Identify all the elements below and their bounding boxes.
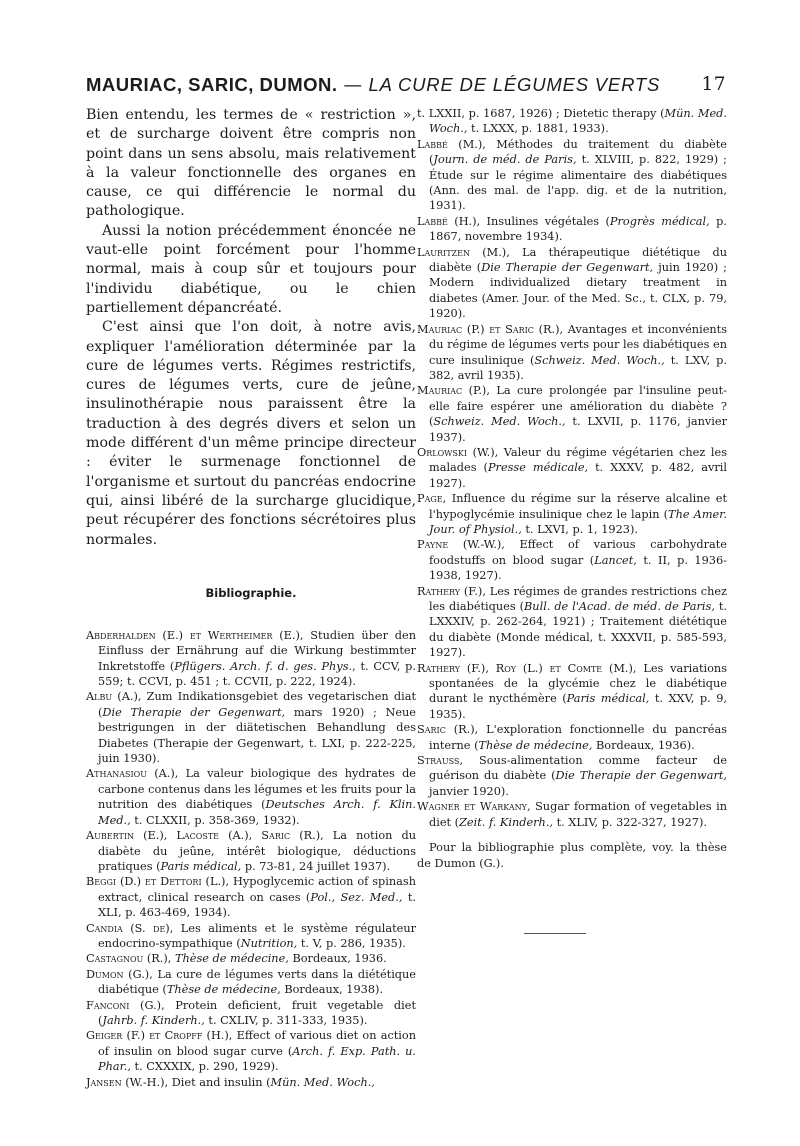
- entry-tail: t. CXLIV, p. 311-333, 1935).: [204, 1013, 368, 1027]
- bibliography-entry: [417, 661, 727, 723]
- bibliography-entry: [417, 537, 727, 583]
- header-authors: MAURIAC, SARIC, DUMON.: [86, 74, 338, 95]
- entry-author: Labbé (M.),: [417, 137, 486, 151]
- running-header: [86, 74, 726, 104]
- entry-author: Mauriac (P.),: [417, 384, 490, 398]
- entry-author: Aubertin (E.), Lacoste (A.), Saric (R.),: [86, 829, 324, 843]
- entry-author: Castagnou (R.),: [86, 952, 172, 966]
- entry-text: Valeur du régime végétarien chez les malades (: [429, 445, 727, 475]
- entry-italic: Thèse de médecine,: [478, 738, 593, 752]
- entry-text: Les variations spontanées de la glycémie chez le diabétique durant le nycthémère (: [429, 661, 727, 706]
- bibliography-entry: [86, 951, 416, 966]
- entry-author: Beggi (D.) et Dettori (L.),: [86, 875, 230, 889]
- bibliography-entry: [86, 874, 416, 920]
- entry-italic: Thèse de médecine,: [166, 983, 281, 997]
- entry-tail: t. II, p. 1936-1938, 1927).: [429, 553, 728, 583]
- bibliography-entry: [417, 383, 727, 445]
- entry-text: La cure de légumes verts dans la diététique diabétique (: [98, 967, 416, 997]
- entry-tail: mars 1920) ; Neue bestrigungen in der diätetischen Behandlung des Diabetes (Therapie der Gegenwart, t. LXI, p. 222-225, juin 1930).: [98, 705, 416, 766]
- bibliography-entry: [417, 106, 727, 137]
- entry-italic: Pol., Sez. Med.,: [310, 890, 403, 904]
- entry-tail: Bordeaux, 1938).: [280, 983, 384, 997]
- bibliography-entry: [86, 921, 416, 952]
- entry-italic: Schweiz. Med. Woch.,: [534, 353, 665, 367]
- entry-author: Geiger (F.) et Cropff (H.),: [86, 1029, 233, 1043]
- entry-text: Diet and insulin (: [168, 1075, 271, 1089]
- entry-text: L'exploration fonctionnelle du pancréas interne (: [429, 723, 727, 752]
- bibliography-entry: [86, 828, 416, 874]
- entry-tail: janvier 1920).: [429, 784, 509, 798]
- entry-italic: Die Therapie der Gegenwart,: [102, 705, 286, 719]
- bibliography-entry: [86, 967, 416, 998]
- entry-italic: Presse médicale,: [487, 461, 589, 475]
- entry-tail: p. 73-81, 24 juillet 1937).: [241, 859, 391, 873]
- entry-tail: , t. CCV, p. 559; t. CCVI, p. 451 ; t. CCVII, p. 222, 1924).: [98, 659, 416, 689]
- entry-text: Effect of various diet on action of insulin on blood sugar curve (: [98, 1029, 416, 1058]
- entry-text: Les aliments et le système régulateur endocrino-sympathique (: [98, 921, 417, 950]
- entry-text: Les régimes de grandes restrictions chez les diabétiques (: [429, 584, 727, 613]
- entry-italic: Pflügers. Arch. f. d. ges. Phys.: [174, 659, 353, 673]
- bibliography-heading: Bibliographie.: [205, 585, 297, 600]
- entry-tail: t. XXV, p. 9, 1935).: [429, 692, 727, 721]
- bibliography-entry: [417, 491, 727, 537]
- entry-text: La thérapeutique diététique du diabète (: [429, 245, 727, 275]
- bibliography-entry: [417, 214, 727, 245]
- bibliography-entry: [86, 628, 416, 690]
- entry-author: Payne (W.-W.),: [417, 538, 505, 552]
- entry-text: La notion du diabète du jeûne, intérêt biologique, déductions pratiques (: [98, 829, 416, 873]
- entry-text: Sous-alimentation comme facteur de guérison du diabète (: [429, 754, 727, 783]
- entry-author: Mauriac (P.) et Saric (R.),: [417, 322, 564, 336]
- body-paragraph: Aussi la notion précédemment énoncée ne vaut-elle point forcément pour l'homme normal, mais à coup sûr et toujours pour l'individu diabétique, ou le chien partiellement dépancréaté.: [86, 222, 416, 316]
- bibliography-entry: [417, 445, 727, 491]
- entry-tail: p. 1867, novembre 1934).: [429, 214, 727, 244]
- entry-italic: Mün. Med. Woch.,: [429, 107, 727, 136]
- bibliography-entry: [86, 689, 416, 766]
- entry-author: Saric (R.),: [417, 723, 479, 737]
- header-title: LA CURE DE LÉGUMES VERTS: [368, 74, 661, 95]
- entry-text: Hypoglycemic action of spinash extract, clinical research on cases (: [98, 875, 416, 904]
- entry-italic: Zeit. f. Kinderh.,: [459, 815, 554, 829]
- entry-italic: Nutrition,: [240, 936, 298, 950]
- entry-italic: Deutsches Arch. f. Klin. Med.,: [98, 798, 416, 827]
- entry-tail: t. LXV, p. 382, avril 1935).: [429, 353, 728, 382]
- entry-text: La valeur biologique des hydrates de carbone contenus dans les légumes et les fruits pour la nutrition des diabétiques (: [98, 767, 416, 812]
- entry-italic: Jahrb. f. Kinderh.,: [102, 1013, 205, 1027]
- entry-text: Protein deficient, fruit vegetable diet (: [98, 998, 416, 1027]
- entry-author: Wagner et Warkany,: [417, 800, 531, 814]
- entry-text: Sugar formation of vegetables in diet (: [429, 800, 728, 829]
- bibliography-entry: [86, 998, 416, 1029]
- entry-author: Candia (S. de),: [86, 921, 174, 935]
- entry-italic: Schweiz. Med. Woch.,: [433, 415, 566, 429]
- bibliography-entry: [417, 245, 727, 322]
- entry-italic: Paris médical,: [566, 692, 650, 706]
- bibliography-entry: [417, 722, 727, 753]
- entry-italic: The Amer. Jour. of Physiol.,: [429, 507, 727, 536]
- entry-tail: Bordeaux, 1936.: [288, 952, 387, 966]
- right-column: [417, 106, 727, 882]
- entry-italic: Bull. de l'Acad. de méd. de Paris,: [524, 600, 715, 613]
- entry-italic: Journ. de méd. de Paris,: [433, 153, 577, 167]
- entry-author: Orlowski (W.),: [417, 445, 499, 459]
- end-rule: [524, 933, 586, 934]
- entry-author: Albu (A.),: [86, 690, 142, 704]
- entry-tail: t. V, p. 286, 1935).: [297, 936, 406, 950]
- entry-tail: t. LXXXIV, p. 262-264, 1921) ; Traitement diététique du diabète (Monde médical, t. XXXVII, p. 585-593, 1927).: [429, 600, 727, 660]
- entry-italic: Paris médical,: [160, 859, 242, 873]
- entry-text: Méthodes du traitement du diabète (: [429, 137, 727, 167]
- entry-italic: Thèse de médecine,: [174, 952, 289, 966]
- entry-tail: juin 1920) ; Modern individualized dietary treatment in diabetes (Amer. Jour. of the Med. Sc., t. CLX, p. 79, 1920).: [429, 261, 727, 321]
- bibliography-note: Pour la bibliographie plus complète, voy. la thèse de Dumon (G.).: [417, 841, 727, 870]
- entry-tail: t. XLVIII, p. 822, 1929) ; Étude sur le régime alimentaire des diabétiques (Ann. des mal. de l'app. dig. et de la nutrition, 1931).: [429, 153, 727, 213]
- entry-author: Jansen (W.-H.),: [86, 1075, 169, 1089]
- bibliography-entry: [417, 799, 727, 830]
- entry-tail: t. LXVII, p. 1176, janvier 1937).: [429, 415, 727, 444]
- entry-tail: t. CLXXII, p. 358-369, 1932).: [130, 813, 300, 827]
- left-column: [86, 106, 416, 1090]
- entry-author: Lauritzen (M.),: [417, 245, 510, 259]
- bibliography-entry: [417, 137, 727, 214]
- entry-tail: t. LXXX, p. 1881, 1933).: [467, 122, 609, 136]
- entry-italic: Die Therapie der Gegenwart,: [555, 769, 727, 783]
- header-dash: —: [343, 75, 363, 96]
- entry-text: t. LXXII, p. 1687, 1926) ; Dietetic therapy (: [417, 107, 665, 120]
- bibliography-list-left: [86, 628, 416, 1090]
- entry-text: Studien über den Einfluss der Ernährung auf die Wirkung bestimmter Inkretstoffe (: [98, 628, 416, 673]
- body-paragraph: Bien entendu, les termes de « restriction », et de surcharge doivent être compris non point dans un sens absolu, mais relativement à la valeur fonctionnelle des organes en cause, ce qui différencie le normal du pathologique.: [86, 107, 416, 220]
- entry-italic: Lancet,: [594, 553, 637, 567]
- entry-author: Fanconi (G.),: [86, 998, 165, 1012]
- bibliography-entry: [417, 753, 727, 799]
- entry-text: Zum Indikationsgebiet des vegetarischen diat (: [98, 690, 417, 719]
- entry-tail: t. LXVI, p. 1, 1923).: [521, 522, 638, 536]
- bibliography-entry: [417, 584, 727, 661]
- entry-italic: Arch. f. Exp. Path. u. Phar.,: [98, 1044, 416, 1074]
- entry-text: La cure prolongée par l'insuline peut-elle faire espérer une amélioration du diabète ? (: [429, 384, 727, 429]
- bibliography-entry: [86, 1028, 416, 1074]
- entry-text: Insulines végétales (: [480, 214, 610, 228]
- entry-author: Page,: [417, 492, 447, 506]
- entry-author: Abderhalden (E.) et Wertheimer (E.),: [86, 628, 304, 642]
- entry-italic: Mün. Med. Woch.,: [270, 1075, 375, 1089]
- bibliography-list-right: [417, 106, 727, 830]
- bibliography-entry: [86, 1075, 416, 1090]
- bibliography-entry: [86, 766, 416, 828]
- entry-tail: t. XLI, p. 463-469, 1934).: [98, 890, 416, 920]
- entry-author: Athanasiou (A.),: [86, 767, 179, 781]
- entry-italic: Die Therapie der Gegenwart,: [481, 261, 654, 275]
- entry-tail: t. CXXXIX, p. 290, 1929).: [130, 1060, 279, 1074]
- entry-author: Dumon (G.),: [86, 967, 153, 981]
- entry-text: Effect of various carbohydrate foodstuffs on blood sugar (: [429, 538, 727, 567]
- entry-text: Influence du régime sur la réserve alcaline et l'hypoglycémie insulinique chez le lapin (: [429, 492, 727, 521]
- body-paragraph: C'est ainsi que l'on doit, à notre avis, expliquer l'amélioration déterminée par la cure de légumes verts. Régimes restrictifs, cures de légumes verts, cure de jeûne, insulinothérapie nous paraissent être la traduction à des degrés divers et selon un mode différent d'un même principe directeur : éviter le surmenage fonctionnel de l'organisme et surtout du pancréas endocrine qui, ainsi libéré de la surcharge glucidique, peut récupérer des fonctions sécrétoires plus normales.: [86, 319, 416, 548]
- entry-author: Rathery (F.), Roy (L.) et Comte (M.),: [417, 661, 637, 675]
- entry-tail: t. XXXV, p. 482, avril 1927).: [429, 461, 727, 490]
- entry-author: Strauss,: [417, 754, 464, 768]
- page-number: 17: [701, 74, 726, 95]
- entry-tail: Bordeaux, 1936).: [592, 738, 695, 752]
- entry-author: Rathery (F.),: [417, 584, 486, 598]
- entry-tail: t. XLIV, p. 322-327, 1927).: [553, 815, 707, 829]
- entry-italic: Progrès médical,: [609, 214, 710, 228]
- entry-text: Avantages et inconvénients du régime de légumes verts pour les diabétiques en cure insulinique (: [429, 322, 727, 367]
- entry-author: Labbé (H.),: [417, 214, 481, 228]
- bibliography-entry: [417, 322, 727, 384]
